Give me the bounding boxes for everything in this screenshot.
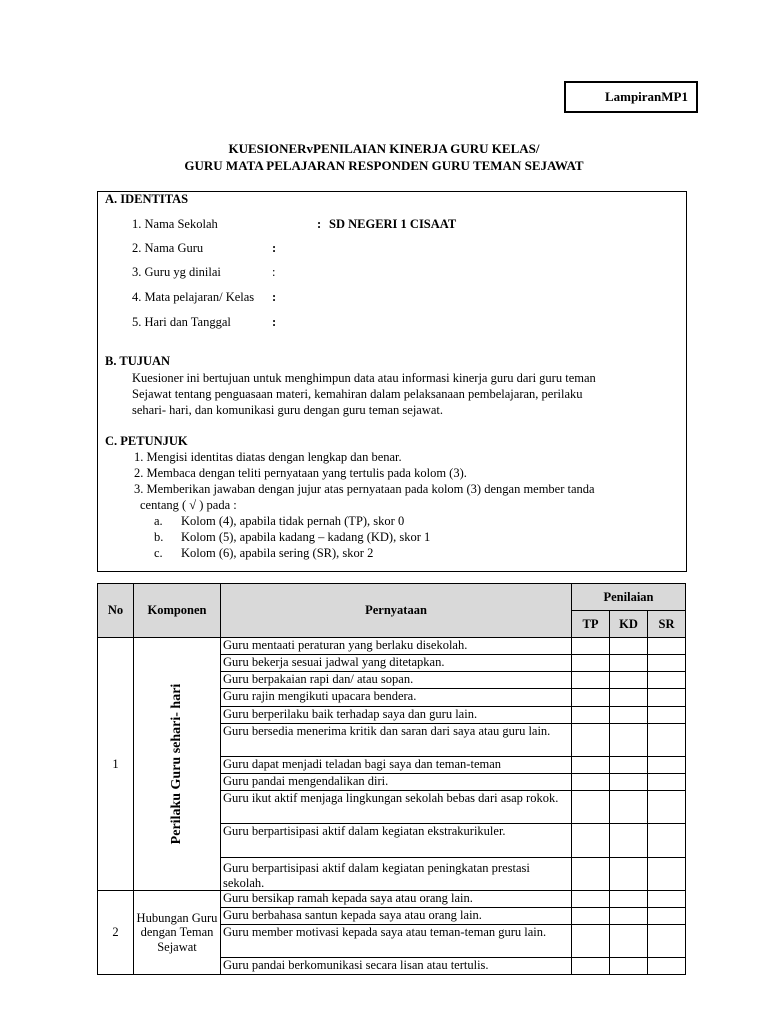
tujuan-heading: B. TUJUAN [105,354,171,368]
check-cell-kd[interactable] [610,925,648,958]
statement-cell: Guru bekerja sesuai jadwal yang ditetapkan. [221,655,572,672]
check-cell-sr[interactable] [648,774,686,791]
field-colon-guru-dinilai: : [272,265,276,279]
field-label-nama-guru: 2. Nama Guru [132,241,204,255]
petunjuk-sub-text: Kolom (4), apabila tidak pernah (TP), skor 0 [181,514,405,528]
petunjuk-sub-letter: a. [154,514,163,528]
check-cell-tp[interactable] [572,925,610,958]
field-colon-nama-guru: : [272,241,277,255]
petunjuk-item: 3. Memberikan jawaban dengan jujur atas pernyataan pada kolom (3) dengan member tanda [134,482,595,496]
check-cell-tp[interactable] [572,706,610,723]
check-cell-tp[interactable] [572,857,610,890]
statement-cell: Guru mentaati peraturan yang berlaku disekolah. [221,638,572,655]
check-cell-kd[interactable] [610,756,648,773]
table-row [98,638,686,655]
header-penilaian: Penilaian [572,584,686,611]
lampiran-label: LampiranMP1 [564,81,698,113]
statement-cell: Guru berpartisipasi aktif dalam kegiatan ekstrakurikuler. [221,824,572,857]
check-cell-kd[interactable] [610,891,648,908]
check-cell-tp[interactable] [572,756,610,773]
check-cell-tp[interactable] [572,791,610,824]
check-cell-kd[interactable] [610,958,648,975]
check-cell-kd[interactable] [610,655,648,672]
statement-cell: Guru pandai berkomunikasi secara lisan atau tertulis. [221,958,572,975]
check-cell-kd[interactable] [610,638,648,655]
petunjuk-sub-text: Kolom (5), apabila kadang – kadang (KD), skor 1 [181,530,431,544]
header-sr: SR [648,611,686,638]
petunjuk-sub-letter: c. [154,546,163,560]
check-cell-sr[interactable] [648,706,686,723]
petunjuk-heading: C. PETUNJUK [105,434,188,448]
check-cell-kd[interactable] [610,689,648,706]
check-cell-tp[interactable] [572,958,610,975]
check-cell-sr[interactable] [648,857,686,890]
check-cell-tp[interactable] [572,689,610,706]
header-no: No [98,584,134,638]
field-value-nama-sekolah: SD NEGERI 1 CISAAT [329,217,457,231]
field-colon-hari-tanggal: : [272,315,277,329]
check-cell-tp[interactable] [572,655,610,672]
statement-cell: Guru berpartisipasi aktif dalam kegiatan peningkatan prestasi sekolah. [221,857,572,890]
table-row [98,891,686,908]
group-number: 2 [98,891,134,975]
assessment-table [97,583,686,975]
tujuan-line: Sejawat tentang penguasaan materi, kemahiran dalam pelaksanaan pembelajaran, perilaku [132,387,583,401]
check-cell-sr[interactable] [648,672,686,689]
check-cell-kd[interactable] [610,857,648,890]
check-cell-tp[interactable] [572,891,610,908]
group-komponen: Hubungan Guru dengan Teman Sejawat [134,891,221,975]
info-box [97,191,687,572]
check-cell-sr[interactable] [648,891,686,908]
petunjuk-item: 2. Membaca dengan teliti pernyataan yang tertulis pada kolom (3). [134,466,467,480]
komponen-vertical-label: Perilaku Guru sehari- hari [168,683,184,845]
statement-cell: Guru berperilaku baik terhadap saya dan guru lain. [221,706,572,723]
statement-cell: Guru bersedia menerima kritik dan saran dari saya atau guru lain. [221,723,572,756]
check-cell-kd[interactable] [610,824,648,857]
check-cell-sr[interactable] [648,689,686,706]
check-cell-tp[interactable] [572,672,610,689]
check-cell-kd[interactable] [610,791,648,824]
field-colon-mata-pelajaran: : [272,290,277,304]
check-cell-kd[interactable] [610,672,648,689]
field-label-nama-sekolah: 1. Nama Sekolah [132,217,218,231]
header-tp: TP [572,611,610,638]
petunjuk-sub-text: Kolom (6), apabila sering (SR), skor 2 [181,546,374,560]
check-cell-kd[interactable] [610,706,648,723]
field-label-hari-tanggal: 5. Hari dan Tanggal [132,315,231,329]
check-cell-kd[interactable] [610,908,648,925]
check-cell-kd[interactable] [610,723,648,756]
group-number: 1 [98,638,134,891]
field-label-mata-pelajaran: 4. Mata pelajaran/ Kelas [132,290,255,304]
check-cell-sr[interactable] [648,824,686,857]
check-cell-tp[interactable] [572,908,610,925]
check-cell-sr[interactable] [648,655,686,672]
check-cell-sr[interactable] [648,756,686,773]
petunjuk-sub-letter: b. [154,530,164,544]
statement-cell: Guru berbahasa santun kepada saya atau orang lain. [221,908,572,925]
check-cell-sr[interactable] [648,723,686,756]
document-title-line1: KUESIONERvPENILAIAN KINERJA GURU KELAS/ [228,141,540,156]
field-label-guru-dinilai: 3. Guru yg dinilai [132,265,221,279]
tujuan-line: Kuesioner ini bertujuan untuk menghimpun data atau informasi kinerja guru dari guru teman [132,371,596,385]
statement-cell: Guru berpakaian rapi dan/ atau sopan. [221,672,572,689]
check-cell-tp[interactable] [572,824,610,857]
group-komponen [134,638,221,891]
statement-cell: Guru member motivasi kepada saya atau teman-teman guru lain. [221,925,572,958]
header-pernyataan: Pernyataan [221,584,572,638]
statement-cell: Guru rajin mengikuti upacara bendera. [221,689,572,706]
check-cell-sr[interactable] [648,925,686,958]
check-cell-tp[interactable] [572,638,610,655]
statement-cell: Guru pandai mengendalikan diri. [221,774,572,791]
check-cell-tp[interactable] [572,774,610,791]
check-cell-kd[interactable] [610,774,648,791]
statement-cell: Guru dapat menjadi teladan bagi saya dan teman-teman [221,756,572,773]
statement-cell: Guru ikut aktif menjaga lingkungan sekolah bebas dari asap rokok. [221,791,572,824]
header-kd: KD [610,611,648,638]
statement-cell: Guru bersikap ramah kepada saya atau orang lain. [221,891,572,908]
tujuan-line: sehari- hari, dan komunikasi guru dengan guru teman sejawat. [132,403,444,417]
check-cell-tp[interactable] [572,723,610,756]
petunjuk-item: 1. Mengisi identitas diatas dengan lengkap dan benar. [134,450,402,464]
check-cell-sr[interactable] [648,958,686,975]
document-title-line2: GURU MATA PELAJARAN RESPONDEN GURU TEMAN SEJAWAT [184,158,584,173]
check-cell-sr[interactable] [648,791,686,824]
petunjuk-item: centang ( √ ) pada : [140,498,237,512]
identitas-heading: A. IDENTITAS [105,192,189,206]
check-cell-sr[interactable] [648,638,686,655]
header-komponen: Komponen [134,584,221,638]
field-colon-nama-sekolah: : [317,217,322,231]
check-cell-sr[interactable] [648,908,686,925]
